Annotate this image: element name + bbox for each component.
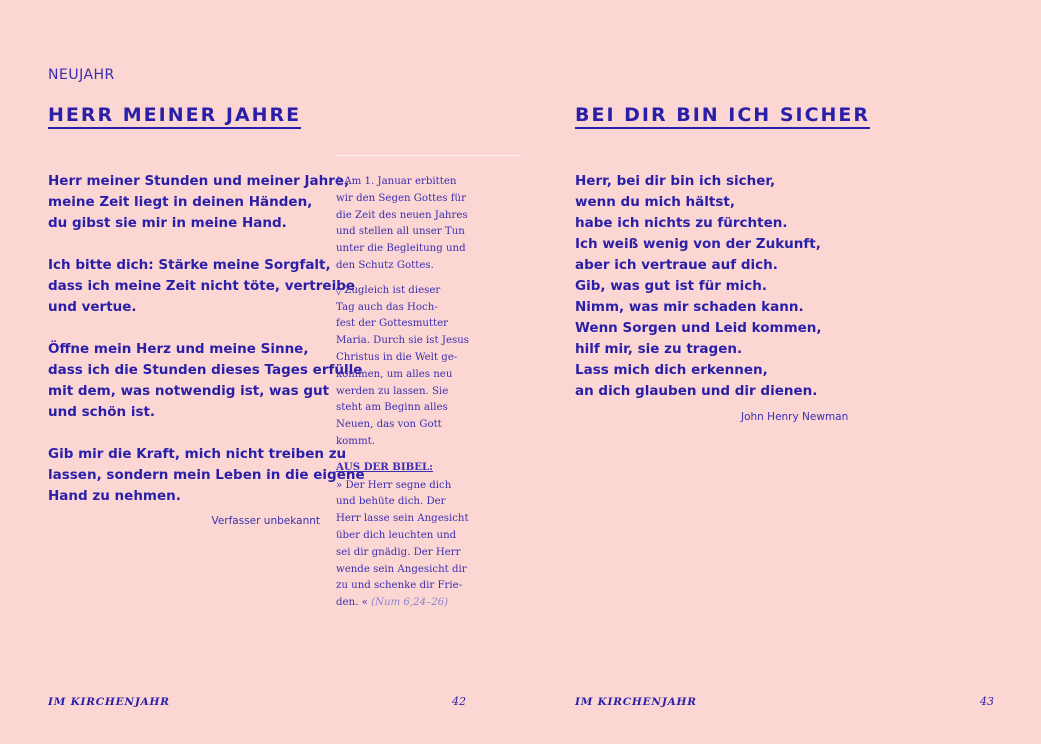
poem-line: aber ich vertraue auf dich. xyxy=(575,257,778,273)
bible-line: über dich leuchten und xyxy=(336,529,457,541)
poem-line: lassen, sondern mein Leben in die eigene xyxy=(48,467,365,483)
poem-author-right: John Henry Newman xyxy=(741,411,849,423)
poem-line: und schön ist. xyxy=(48,404,156,420)
page-number: 43 xyxy=(980,695,994,708)
poem-line: Nimm, was mir schaden kann. xyxy=(575,299,804,315)
sidebar-paragraph xyxy=(336,174,520,275)
sidebar-line: und stellen all unser Tun xyxy=(336,226,465,238)
stanza xyxy=(575,171,855,402)
sidebar-line: ◊ Zugleich ist dieser xyxy=(336,284,441,296)
poem-line: Lass mich dich erkennen, xyxy=(575,362,768,378)
right-page xyxy=(520,0,1041,744)
sidebar-line: unter die Begleitung und xyxy=(336,243,466,255)
poem-line: hilf mir, sie zu tragen. xyxy=(575,341,743,357)
running-footer: IM KIRCHENJAHR xyxy=(575,696,697,708)
poem-line: Öffne mein Herz und meine Sinne, xyxy=(48,341,309,357)
bible-line: sei dir gnädig. Der Herr xyxy=(336,546,461,558)
poem-line: wenn du mich hältst, xyxy=(575,194,735,210)
poem-line: Gib, was gut ist für mich. xyxy=(575,278,768,294)
poem-line: Ich weiß wenig von der Zukunft, xyxy=(575,236,821,252)
sidebar-paragraph xyxy=(336,283,520,451)
poem-line: und vertue. xyxy=(48,299,137,315)
sidebar-line: den Schutz Gottes. xyxy=(336,259,434,271)
poem-line: Hand zu nehmen. xyxy=(48,488,181,504)
bible-line-last xyxy=(336,595,520,612)
poem-line: meine Zeit liegt in deinen Händen, xyxy=(48,194,313,210)
page-number: 42 xyxy=(452,695,466,708)
poem-title-left: HERR MEINER JAHRE xyxy=(48,104,301,129)
section-kicker: NEUJAHR xyxy=(48,67,115,83)
bible-line: und behüte dich. Der xyxy=(336,496,446,508)
left-page xyxy=(0,0,520,744)
poem-right xyxy=(575,171,855,423)
poem-author-left: Verfasser unbekannt xyxy=(211,515,320,527)
running-footer: IM KIRCHENJAHR xyxy=(48,696,170,708)
sidebar-notes xyxy=(336,155,520,620)
sidebar-line: fest der Gottesmutter xyxy=(336,318,449,330)
sidebar-line: Christus in die Welt ge- xyxy=(336,351,458,363)
bible-quote xyxy=(336,478,520,612)
bible-heading: AUS DER BIBEL: xyxy=(336,460,433,473)
poem-line: Ich bitte dich: Stärke meine Sorgfalt, xyxy=(48,257,331,273)
sidebar-line: wir den Segen Gottes für xyxy=(336,192,466,204)
stanza xyxy=(48,171,350,234)
poem-line: du gibst sie mir in meine Hand. xyxy=(48,215,287,231)
stanza xyxy=(48,339,363,423)
sidebar-line: werden zu lassen. Sie xyxy=(336,385,449,397)
bible-line: wende sein Angesicht dir xyxy=(336,563,467,575)
stanza xyxy=(48,444,365,507)
bible-line: » Der Herr segne dich xyxy=(336,479,452,491)
poem-line: dass ich die Stunden dieses Tages erfülle xyxy=(48,362,363,378)
sidebar-line: Tag auch das Hoch- xyxy=(336,301,438,313)
bible-line: Herr lasse sein Angesicht xyxy=(336,513,469,525)
bible-line: zu und schenke dir Frie- xyxy=(336,580,463,592)
sidebar-line: kommt. xyxy=(336,435,375,447)
bible-line-text: den. « xyxy=(336,597,368,609)
poem-line: dass ich meine Zeit nicht töte, vertreibe xyxy=(48,278,356,294)
poem-line: an dich glauben und dir dienen. xyxy=(575,383,818,399)
poem-line: Gib mir die Kraft, mich nicht treiben zu xyxy=(48,446,347,462)
poem-line: Wenn Sorgen und Leid kommen, xyxy=(575,320,822,336)
poem-title-right: BEI DIR BIN ICH SICHER xyxy=(575,104,870,129)
sidebar-line: Neuen, das von Gott xyxy=(336,419,442,431)
stanza xyxy=(48,255,356,318)
poem-line: Herr, bei dir bin ich sicher, xyxy=(575,173,776,189)
sidebar-line: kommen, um alles neu xyxy=(336,368,453,380)
bible-reference: (Num 6,24–26) xyxy=(371,597,449,609)
divider xyxy=(336,155,520,156)
sidebar-line: ◊ Am 1. Januar erbitten xyxy=(336,176,457,187)
sidebar-line: die Zeit des neuen Jahres xyxy=(336,209,468,221)
sidebar-line: Maria. Durch sie ist Jesus xyxy=(336,335,469,347)
poem-line: habe ich nichts zu fürchten. xyxy=(575,215,788,231)
poem-line: Herr meiner Stunden und meiner Jahre, xyxy=(48,173,350,189)
sidebar-line: steht am Beginn alles xyxy=(336,402,448,414)
poem-line: mit dem, was notwendig ist, was gut xyxy=(48,383,330,399)
